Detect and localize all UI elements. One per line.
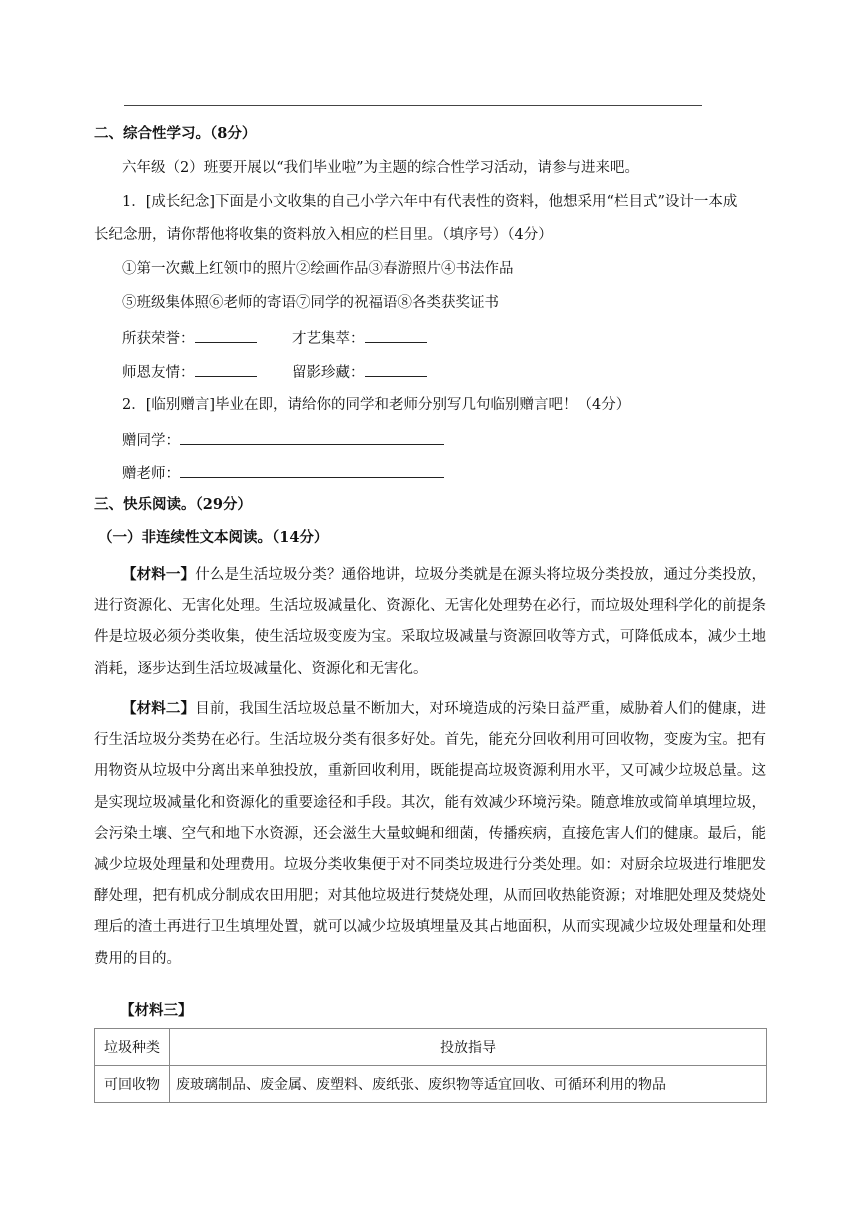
honors-label: 所获荣誉：: [122, 331, 195, 347]
q1-items-line1: ①第一次戴上红领巾的照片②绘画作品③春游照片④书法作品: [122, 261, 514, 277]
classmates-label: 赠同学：: [122, 433, 180, 449]
teacher-row: [122, 462, 444, 484]
talent-label: 才艺集萃：: [292, 331, 365, 347]
material1-paragraph: [94, 559, 766, 685]
section2-heading: 二、综合性学习。（8分）: [94, 125, 257, 142]
table-header-row: [95, 1029, 767, 1066]
material3-tag: 【材料三】: [120, 1002, 193, 1019]
material1-text: 什么是生活垃圾分类？通俗地讲，垃圾分类就是在源头将垃圾分类投放，通过分类投放，进行资源化、无害化处理。生活垃圾减量化、资源化、无害化处理势在必行，而垃圾处理科学化的前提条件是垃圾必须分类收集，使生活垃圾变废为宝。采取垃圾减量与资源回收等方式，可降低成本，减少土地消耗，逐步达到生活垃圾减量化、资源化和无害化。: [94, 567, 767, 677]
material2-tag: 【材料二】: [122, 700, 196, 717]
friendship-answer-blank[interactable]: [195, 361, 257, 377]
material1-tag: 【材料一】: [122, 566, 196, 583]
teacher-label: 赠老师：: [122, 466, 180, 482]
section2-intro: 六年级（2）班要开展以“我们毕业啦”为主题的综合性学习活动，请参与进来吧。: [122, 160, 640, 176]
material2-text: 目前，我国生活垃圾总量不断加大，对环境造成的污染日益严重，威胁着人们的健康，进行生活垃圾分类势在必行。生活垃圾分类有很多好处。首先，能充分回收利用可回收物，变废为宝。把有用物资从垃圾中分离出来单独投放，重新回收利用，既能提高垃圾资源利用水平，又可减少垃圾总量。这是实现垃圾减量化和资源化的重要途径和手段。其次，能有效减少环境污染。随意堆放或简单填埋垃圾，会污染土壤、空气和地下水资源，还会滋生大量蚊蝇和细菌，传播疾病，直接危害人们的健康。最后，能减少垃圾处理量和处理费用。垃圾分类收集便于对不同类垃圾进行分类处理。如：对厨余垃圾进行堆肥发酵处理，把有机成分制成农田用肥；对其他垃圾进行焚烧处理，从而回收热能资源；对堆肥处理及焚烧处理后的渣土再进行卫生填埋处置，就可以减少垃圾填埋量及其占地面积，从而实现减少垃圾处理量和处理费用的目的。: [94, 701, 767, 967]
talent-answer-blank[interactable]: [365, 327, 427, 343]
table-header-cell: 垃圾种类: [95, 1029, 170, 1066]
talent-row: [292, 327, 427, 349]
q1-text-line1: 1．[成长纪念]下面是小文收集的自己小学六年中有代表性的资料，他想采用“栏目式”设计一本成: [122, 194, 738, 210]
q1-text-line2: 长纪念册，请你帮他将收集的资料放入相应的栏目里。（填序号）（4分）: [94, 227, 553, 243]
classmates-row: [122, 429, 444, 451]
friendship-row: [122, 361, 257, 383]
memories-label: 留影珍藏：: [292, 365, 365, 381]
table-row: [95, 1066, 767, 1103]
memories-row: [292, 361, 427, 383]
honors-answer-blank[interactable]: [195, 327, 257, 343]
section3-heading: 三、快乐阅读。（29分）: [94, 496, 252, 513]
q2-text: 2．[临别赠言]毕业在即，请给你的同学和老师分别写几句临别赠言吧！（4分）: [122, 397, 631, 413]
section3-subheading: （一）非连续性文本阅读。（14分）: [98, 529, 329, 546]
answer-line-top: [124, 105, 702, 106]
waste-guide-table: [94, 1028, 767, 1103]
table-cell: 废玻璃制品、废金属、废塑料、废纸张、废织物等适宜回收、可循环利用的物品: [170, 1066, 767, 1103]
friendship-label: 师恩友情：: [122, 365, 195, 381]
memories-answer-blank[interactable]: [365, 361, 427, 377]
table-cell: 可回收物: [95, 1066, 170, 1103]
honors-row: [122, 327, 257, 349]
material2-paragraph: [94, 693, 766, 975]
classmates-answer-blank[interactable]: [180, 429, 444, 445]
q1-items-line2: ⑤班级集体照⑥老师的寄语⑦同学的祝福语⑧各类获奖证书: [122, 295, 499, 311]
teacher-answer-blank[interactable]: [180, 462, 444, 478]
table-header-cell: 投放指导: [170, 1029, 767, 1066]
